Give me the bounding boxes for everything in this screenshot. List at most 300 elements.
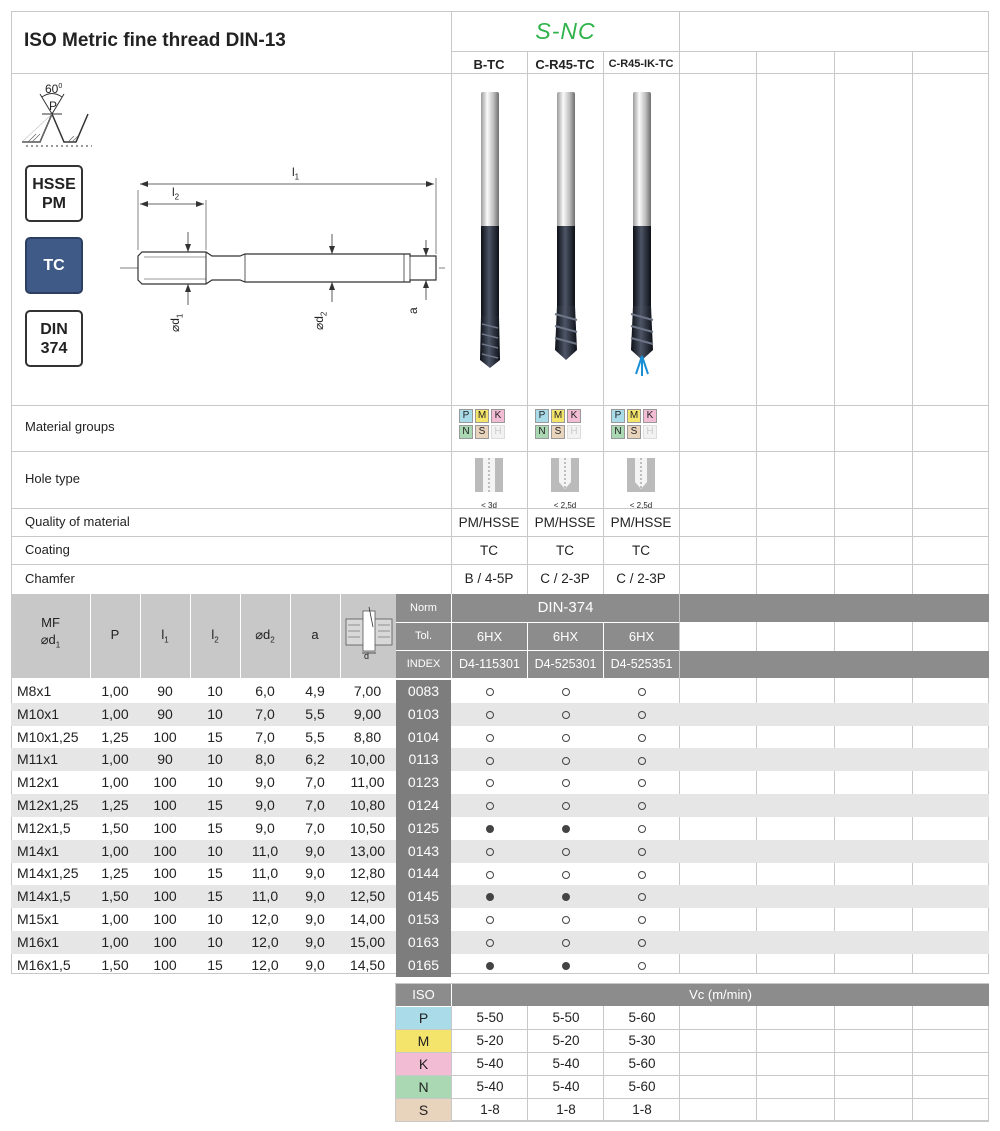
divider [11,73,989,74]
mat-s: S [551,425,565,439]
cell-p: 1,25 [101,728,129,745]
col-p: P [110,627,120,642]
availability-cell [452,726,528,749]
divider [679,1006,680,1121]
cell-p: 1,00 [101,751,129,768]
divider [451,1006,452,1121]
cell-p: 1,25 [101,865,129,882]
stock-open-icon [638,688,646,696]
divider [756,1006,757,1121]
cell-d2: 6,0 [255,683,275,699]
mat-h: H [643,425,657,439]
quality-3: PM/HSSE [610,515,672,530]
table-row [11,954,989,977]
table-row [11,726,989,749]
availability-cell [604,748,680,771]
cell-l1: 100 [153,956,177,973]
cell-a: 9,0 [305,911,325,927]
vc-value: 5-40 [476,1079,504,1094]
d2-sub: 2 [319,311,329,317]
availability-cell [528,862,604,885]
vc-value: 5-60 [628,1079,656,1094]
cell-a: 9,0 [305,888,325,905]
through-hole-icon [451,456,527,496]
cell-mf: M11x1 [17,751,58,768]
cell-core: 12,50 [349,888,386,905]
stock-open-icon [562,757,570,765]
divider [603,1006,604,1121]
availability-cell [604,885,680,908]
availability-cell [452,771,528,794]
chamfer-3: C / 2-3P [616,571,666,586]
divider [11,405,989,406]
standard-badge [25,310,83,367]
cell-l2: 15 [207,797,223,813]
badge-hsse: HSSE [32,175,76,193]
cell-core: 15,00 [349,933,386,950]
coating-2: TC [556,543,574,558]
table-row [11,771,989,794]
stock-open-icon [486,939,494,947]
cell-l2: 15 [207,865,223,882]
cell-p: 1,00 [101,911,129,927]
mat-h: H [567,425,581,439]
vc-value: 5-40 [552,1079,580,1094]
cell-d2: 7,0 [255,705,275,722]
vc-value: 5-20 [476,1033,504,1048]
cell-a: 5,5 [305,728,325,745]
cell-p: 1,00 [101,705,129,722]
stock-open-icon [638,711,646,719]
cell-a: 5,5 [305,705,325,722]
mat-k: K [567,409,581,423]
stock-open-icon [486,802,494,810]
material-badge [25,165,83,222]
label-coating: Coating [25,542,70,557]
cell-l2: 10 [207,911,223,927]
cell-l2: 10 [207,705,223,722]
stock-open-icon [562,711,570,719]
cell-a: 9,0 [305,865,325,882]
cell-p: 1,50 [101,956,129,973]
vc-value: 1-8 [632,1102,652,1117]
cell-l1: 100 [153,797,177,813]
cell-a: 9,0 [305,933,325,950]
cell-mf: M12x1 [17,774,60,791]
coating-3: TC [632,543,650,558]
mat-k: K [491,409,505,423]
table-row [11,908,989,931]
material-groups-2 [535,409,581,439]
cell-mf: M8x1 [17,683,52,699]
availability-cell [528,680,604,703]
availability-cell [604,817,680,840]
vc-value: 5-20 [552,1033,580,1048]
cell-d2: 9,0 [255,819,275,836]
label-hole-type: Hole type [25,471,80,486]
cell-d2: 12,0 [251,911,279,927]
index-2: D4-525301 [528,651,603,678]
availability-cell [528,931,604,954]
cell-l2: 10 [207,933,223,950]
divider [11,451,989,452]
cell-index: 0143 [396,840,451,863]
col-a: a [311,627,319,642]
cell-core: 13,00 [349,842,386,859]
d1-label: ⌀d [168,318,182,332]
availability-cell [452,862,528,885]
stock-open-icon [638,848,646,856]
availability-cell [604,908,680,931]
stock-open-icon [486,871,494,879]
cell-p: 1,00 [101,933,129,950]
badge-din: DIN [40,320,68,338]
blind-hole-icon [603,456,679,496]
cell-a: 6,2 [305,751,325,768]
cell-index: 0104 [396,726,451,749]
mat-p: P [611,409,625,423]
chamfer-1: B / 4-5P [464,571,514,586]
cell-index: 0124 [396,794,451,817]
a-label: a [406,307,420,314]
cell-d2: 12,0 [251,933,279,950]
cell-p: 1,50 [101,888,129,905]
availability-cell [604,954,680,977]
vc-value: 5-50 [552,1010,580,1025]
l2-label: l [172,185,175,199]
extra-header [680,594,989,622]
col-mf-label: MF [41,615,60,630]
hole-note-1: < 3d [481,501,497,510]
badge-374: 374 [40,339,68,357]
availability-cell [452,703,528,726]
cell-index: 0145 [396,885,451,908]
stock-open-icon [486,779,494,787]
stock-open-icon [638,825,646,833]
cell-core: 10,50 [349,819,386,836]
divider [834,1006,835,1121]
cell-mf: M12x1,25 [17,797,79,813]
cell-mf: M10x1,25 [17,728,79,745]
cell-d2: 11,0 [251,888,279,905]
col-d2-sub: 2 [270,635,275,645]
cell-index: 0123 [396,771,451,794]
vc-label: Vc (m/min) [452,984,989,1006]
availability-cell [528,726,604,749]
stock-open-icon [486,734,494,742]
vc-value: 1-8 [556,1102,576,1117]
d1-sub: 1 [175,313,185,319]
label-quality: Quality of material [25,514,130,529]
availability-cell [604,703,680,726]
stock-open-icon [562,939,570,947]
vc-group-m: M [396,1030,451,1052]
mat-m: M [551,409,565,423]
availability-cell [452,931,528,954]
table-row [11,817,989,840]
stock-filled-icon [562,893,570,901]
quality-2: PM/HSSE [534,515,596,530]
cell-index: 0144 [396,862,451,885]
tap-image-c-r45-tc [546,88,586,378]
quality-1: PM/HSSE [458,515,520,530]
mat-n: N [459,425,473,439]
stock-open-icon [638,734,646,742]
col-d1-label: ⌀d [40,632,56,647]
table-row [11,840,989,863]
col-l2-sub: 2 [214,635,219,645]
cell-l1: 100 [153,933,177,950]
cell-l1: 100 [153,728,177,745]
cell-l1: 90 [157,683,173,699]
availability-cell [604,862,680,885]
tool-name-1: B-TC [473,57,505,72]
stock-open-icon [486,916,494,924]
stock-open-icon [638,757,646,765]
cell-index: 0083 [396,680,451,703]
stock-open-icon [562,688,570,696]
cell-p: 1,00 [101,774,129,791]
vc-group-s: S [396,1099,451,1121]
cell-l2: 10 [207,683,223,699]
stock-filled-icon [562,825,570,833]
stock-open-icon [562,734,570,742]
col-d2: ⌀d [255,627,271,642]
cell-mf: M14x1,5 [17,888,71,905]
chamfer-2: C / 2-3P [540,571,590,586]
material-groups-1 [459,409,505,439]
col-core: d [364,651,370,661]
divider [451,51,989,52]
cell-index: 0103 [396,703,451,726]
tap-drawing [110,160,450,335]
col-l1-sub: 1 [164,635,169,645]
vc-iso-label: ISO [396,984,451,1006]
cell-mf: M14x1,25 [17,865,79,882]
tool-name-2: C-R45-TC [535,57,595,72]
availability-cell [528,703,604,726]
cell-l2: 10 [207,774,223,791]
material-groups-3 [611,409,657,439]
pitch-label: P [49,99,58,113]
mat-s: S [475,425,489,439]
mat-n: N [535,425,549,439]
angle-label: 60 [45,82,59,96]
norm-label: Norm [396,594,451,622]
cell-core: 9,00 [353,705,382,722]
cell-index: 0165 [396,954,451,977]
availability-cell [528,885,604,908]
cell-l2: 15 [207,819,223,836]
vc-value: 5-60 [628,1056,656,1071]
cell-index: 0125 [396,817,451,840]
mat-p: P [459,409,473,423]
brand-logo: S-NC [535,18,596,44]
cell-mf: M16x1 [17,933,60,950]
cell-mf: M12x1,5 [17,819,71,836]
cell-l1: 100 [153,911,177,927]
cell-l1: 100 [153,865,177,882]
tap-image-c-r45-ik-tc [622,88,662,378]
availability-cell [604,771,680,794]
vc-value: 5-30 [628,1033,656,1048]
availability-cell [604,794,680,817]
coating-badge [25,237,83,294]
page-title: ISO Metric fine thread DIN-13 [24,30,286,51]
cell-mf: M16x1,5 [17,956,71,973]
hole-note-2: < 2,5d [553,501,577,510]
cell-d2: 7,0 [255,728,275,745]
index-label: INDEX [396,651,451,678]
table-row [11,862,989,885]
hole-type-3 [603,456,679,510]
stock-open-icon [486,688,494,696]
col-mf [11,614,90,654]
cell-l1: 100 [153,819,177,836]
availability-cell [528,748,604,771]
l1-label: l [292,165,295,179]
cell-index: 0113 [396,748,451,771]
cell-a: 7,0 [305,797,325,813]
index-3: D4-525351 [604,651,679,678]
cell-core: 10,80 [349,797,386,813]
cell-core: 8,80 [353,728,382,745]
cell-p: 1,00 [101,683,129,699]
hole-type-2 [527,456,603,510]
cell-mf: M15x1 [17,911,60,927]
cell-l2: 10 [207,842,223,859]
mat-k: K [643,409,657,423]
label-material-groups: Material groups [25,419,115,434]
mat-s: S [627,425,641,439]
stock-open-icon [562,871,570,879]
table-row [11,885,989,908]
cell-p: 1,00 [101,842,129,859]
table-row [11,703,989,726]
stock-open-icon [638,939,646,947]
index-1: D4-115301 [452,651,527,678]
cell-l1: 100 [153,842,177,859]
divider [603,51,604,594]
cell-index: 0163 [396,931,451,954]
availability-cell [604,931,680,954]
tol-3: 6HX [604,623,679,650]
cell-l2: 15 [207,956,223,973]
coating-1: TC [480,543,498,558]
cell-p: 1,50 [101,819,129,836]
cell-l2: 15 [207,888,223,905]
cell-core: 14,00 [349,911,386,927]
cell-d2: 11,0 [251,865,279,882]
tol-label: Tol. [396,623,451,650]
extra-header [680,651,989,678]
table-row [11,794,989,817]
d2-label: ⌀d [312,316,326,330]
mat-h: H [491,425,505,439]
mat-m: M [627,409,641,423]
availability-cell [604,680,680,703]
mat-p: P [535,409,549,423]
cell-a: 4,9 [305,683,325,699]
stock-open-icon [638,779,646,787]
cell-mf: M10x1 [17,705,60,722]
cell-a: 9,0 [305,956,325,973]
cell-l1: 90 [157,751,173,768]
divider [527,1006,528,1121]
availability-cell [528,840,604,863]
stock-open-icon [486,848,494,856]
col-d1-sub: 1 [55,640,61,650]
tol-2: 6HX [528,623,603,650]
cell-mf: M14x1 [17,842,60,859]
stock-open-icon [562,779,570,787]
vc-group-n: N [396,1076,451,1098]
stock-filled-icon [486,962,494,970]
norm-value: DIN-374 [452,594,679,622]
divider [395,1121,989,1122]
cell-d2: 8,0 [255,751,275,768]
table-row [11,748,989,771]
vc-group-k: K [396,1053,451,1075]
hole-note-3: < 2,5d [629,501,653,510]
tap-image-b-tc [470,88,510,378]
cell-a: 7,0 [305,819,325,836]
cell-index: 0153 [396,908,451,931]
cell-d2: 12,0 [251,956,279,973]
stock-open-icon [562,848,570,856]
divider [527,51,528,594]
mat-m: M [475,409,489,423]
cell-d2: 11,0 [251,842,279,859]
label-chamfer: Chamfer [25,571,75,586]
availability-cell [528,794,604,817]
stock-open-icon [486,757,494,765]
angle-unit: 0 [58,83,63,90]
table-row [11,931,989,954]
stock-open-icon [638,893,646,901]
availability-cell [452,885,528,908]
l2-sub: 2 [174,192,180,202]
vc-value: 5-40 [552,1056,580,1071]
cell-l1: 100 [153,774,177,791]
stock-open-icon [486,711,494,719]
cell-a: 9,0 [305,842,325,859]
cell-a: 7,0 [305,774,325,791]
cell-d2: 9,0 [255,797,275,813]
vc-group-p: P [396,1007,451,1029]
vc-value: 5-50 [476,1010,504,1025]
stock-open-icon [638,802,646,810]
blind-hole-icon [527,456,603,496]
cell-core: 10,00 [349,751,386,768]
availability-cell [528,817,604,840]
stock-open-icon [638,962,646,970]
stock-filled-icon [486,825,494,833]
stock-open-icon [562,916,570,924]
availability-cell [528,954,604,977]
l1-sub: 1 [294,172,300,182]
availability-cell [604,726,680,749]
cell-d2: 9,0 [255,774,275,791]
availability-cell [452,748,528,771]
availability-cell [528,771,604,794]
cell-l1: 100 [153,888,177,905]
stock-open-icon [638,871,646,879]
divider [11,564,989,565]
cell-core: 12,80 [349,865,386,882]
availability-cell [452,954,528,977]
vc-value: 5-60 [628,1010,656,1025]
